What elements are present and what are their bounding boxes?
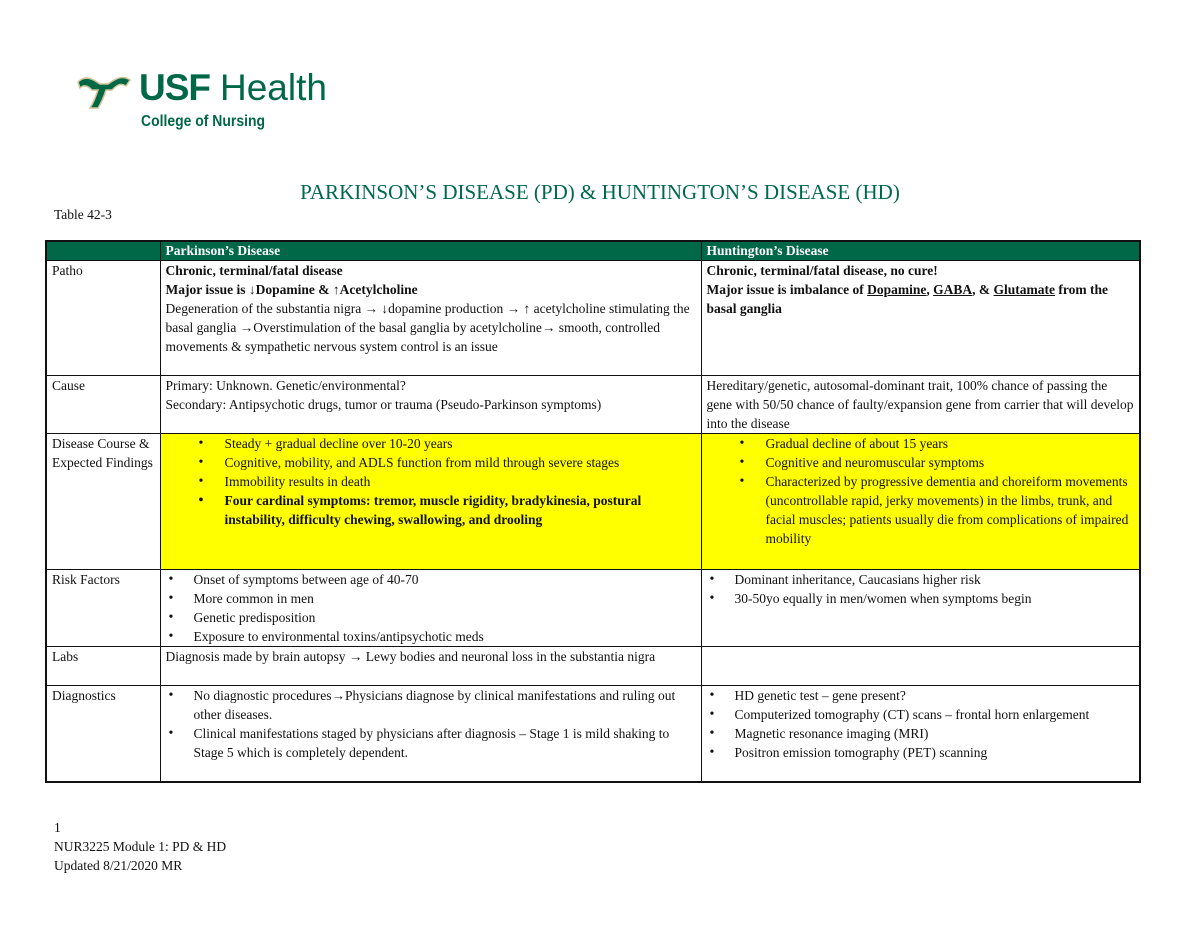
list-item: • Clinical manifestations staged by physicians after diagnosis – Stage 1 is mild shaking to Stage 5 which is completely dependent. <box>166 724 696 762</box>
pd-cause-secondary: Secondary: Antipsychotic drugs, tumor or trauma (Pseudo-Parkinson symptoms) <box>165 397 602 412</box>
list-item: • No diagnostic procedures→Physicians diagnose by clinical manifestations and ruling out other diseases. <box>166 686 696 724</box>
footer-course: NUR3225 Module 1: PD & HD <box>54 839 227 854</box>
row-label: Patho <box>46 261 160 376</box>
table-row-patho <box>46 261 1140 376</box>
hd-patho-line2 <box>707 280 1135 318</box>
comparison-table <box>45 240 1141 783</box>
table-row-risk-factors <box>46 570 1140 647</box>
list-item: • Immobility results in death <box>166 472 696 491</box>
pd-patho-line1: Chronic, terminal/fatal disease <box>165 263 343 278</box>
usf-health-logo <box>76 66 336 136</box>
hd-patho-prefix: Major issue is imbalance of <box>706 282 868 297</box>
list-item: • 30-50yo equally in men/women when symptoms begin <box>707 589 1135 608</box>
table-row-diagnostics <box>46 686 1140 783</box>
table-row-labs <box>46 647 1140 686</box>
row-label: Disease Course & Expected Findings <box>46 434 160 570</box>
pd-patho-cell <box>160 261 701 376</box>
header-huntingtons: Huntington’s Disease <box>701 241 1140 261</box>
term-glutamate: Glutamate <box>993 282 1056 297</box>
list-item: • Cognitive and neuromuscular symptoms <box>707 453 1135 472</box>
list-item: • Onset of symptoms between age of 40-70 <box>166 570 696 589</box>
pd-patho-line2: Major issue is ↓Dopamine & ↑Acetylcholine <box>165 282 418 297</box>
list-item: • Computerized tomography (CT) scans – frontal horn enlargement <box>707 705 1135 724</box>
list-item: • Magnetic resonance imaging (MRI) <box>707 724 1135 743</box>
hd-patho-line1: Chronic, terminal/fatal disease, no cure! <box>706 263 938 278</box>
hd-risk-cell <box>701 570 1140 647</box>
table-row-cause <box>46 376 1140 434</box>
pd-cause-primary: Primary: Unknown. Genetic/environmental? <box>165 378 406 393</box>
table-row-disease-course <box>46 434 1140 570</box>
footer-updated: Updated 8/21/2020 MR <box>54 858 183 873</box>
list-item: • Positron emission tomography (PET) scanning <box>707 743 1135 762</box>
hd-diag-cell <box>701 686 1140 783</box>
sep: , <box>926 282 934 297</box>
page-footer <box>54 818 226 875</box>
list-item: • Dominant inheritance, Caucasians higher risk <box>707 570 1135 589</box>
pd-risk-cell <box>160 570 701 647</box>
pd-patho-text: Degeneration of the substantia nigra → ↓dopamine production → ↑ acetylcholine stimulating the basal ganglia →Overstimulation of the basal ganglia by acetylcholine→ smooth, controlled movements & sympathetic nervous system control is an issue <box>165 301 690 354</box>
list-item-cardinal-symptoms: • Four cardinal symptoms: tremor, muscle rigidity, bradykinesia, postural instability, difficulty chewing, swallowing, and drooling <box>166 491 696 529</box>
header-parkinsons: Parkinson’s Disease <box>160 241 701 261</box>
list-item: • More common in men <box>166 589 696 608</box>
logo-usf: USF <box>139 67 210 108</box>
hd-labs-cell <box>701 647 1140 686</box>
list-item: • Genetic predisposition <box>166 608 696 627</box>
list-item: • Characterized by progressive dementia and choreiform movements (uncontrollable rapid, jerky movements) in the limbs, trunk, and facial muscles; patients usually die from complications of impaired mobility <box>707 472 1135 548</box>
document-title: PARKINSON’S DISEASE (PD) & HUNTINGTON’S DISEASE (HD) <box>300 180 900 204</box>
pd-labs-cell: Diagnosis made by brain autopsy → Lewy bodies and neuronal loss in the substantia nigra <box>160 647 701 686</box>
list-item: • Cognitive, mobility, and ADLS function from mild through severe stages <box>166 453 696 472</box>
term-dopamine: Dopamine <box>867 282 927 297</box>
logo-health: Health <box>220 67 327 108</box>
row-label: Cause <box>46 376 160 434</box>
table-header-row <box>46 241 1140 261</box>
hd-cause-cell: Hereditary/genetic, autosomal-dominant trait, 100% chance of passing the gene with 50/50 chance of faulty/expansion gene from carrier that will develop into the disease <box>701 376 1140 434</box>
page-number: 1 <box>54 820 61 835</box>
header-blank <box>46 241 160 261</box>
logo-subtitle: College of Nursing <box>141 113 266 130</box>
sep: , & <box>972 282 994 297</box>
table-caption: Table 42-3 <box>54 207 112 222</box>
pd-diag-cell <box>160 686 701 783</box>
list-item: • Gradual decline of about 15 years <box>707 434 1135 453</box>
hd-patho-cell <box>701 261 1140 376</box>
row-label: Labs <box>46 647 160 686</box>
list-item: • Steady + gradual decline over 10-20 years <box>166 434 696 453</box>
row-label: Risk Factors <box>46 570 160 647</box>
term-gaba: GABA <box>933 282 973 297</box>
pd-course-cell <box>160 434 701 570</box>
list-item: • Exposure to environmental toxins/antipsychotic meds <box>166 627 696 646</box>
bull-horns-icon <box>76 72 132 112</box>
hd-patho-suffix: from the basal ganglia <box>706 282 1109 316</box>
pd-cause-cell <box>160 376 701 434</box>
hd-course-cell <box>701 434 1140 570</box>
list-item: • HD genetic test – gene present? <box>707 686 1135 705</box>
row-label: Diagnostics <box>46 686 160 783</box>
